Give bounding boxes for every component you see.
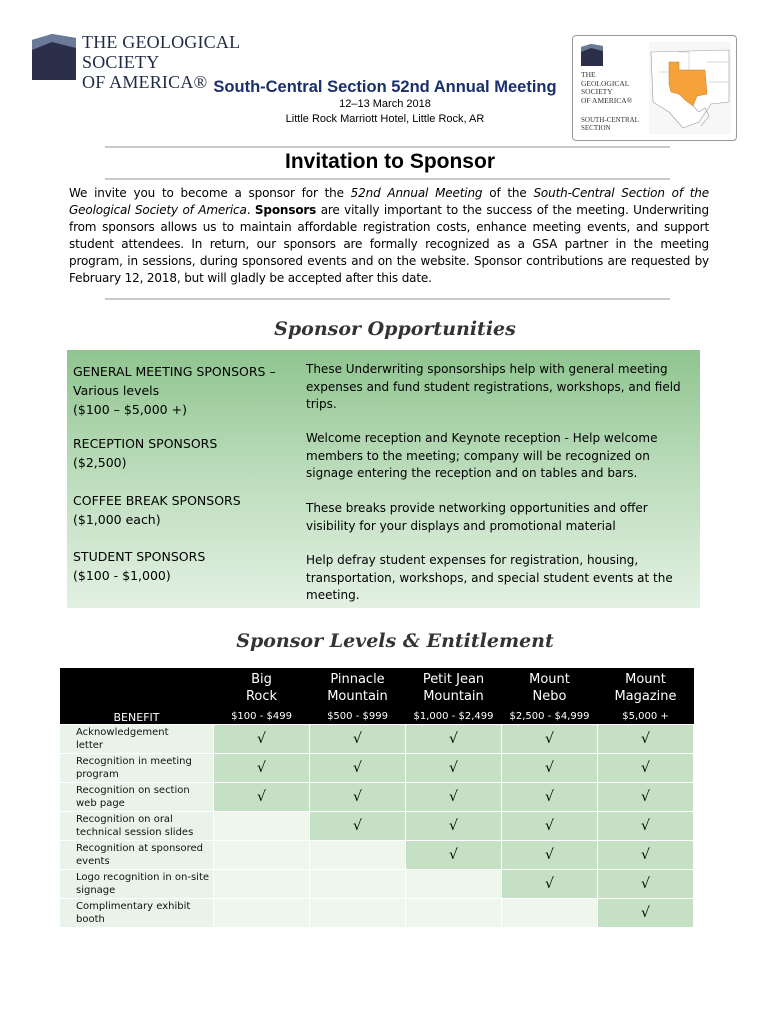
benefit-label: Logo recognition in on-site signage bbox=[60, 870, 214, 899]
opportunity-description: These breaks provide networking opportunities and offer visibility for your displays and promotional material bbox=[306, 501, 648, 533]
check-mark-icon: √ bbox=[502, 754, 598, 783]
opportunity-name: COFFEE BREAK SPONSORS ($1,000 each) bbox=[73, 493, 241, 527]
empty-cell bbox=[406, 870, 502, 899]
level-price: $500 - $999 bbox=[310, 708, 406, 725]
meeting-title: South-Central Section 52nd Annual Meeting bbox=[213, 78, 557, 96]
empty-cell bbox=[310, 870, 406, 899]
benefit-label: Complimentary exhibit booth bbox=[60, 899, 214, 928]
opportunity-description: Help defray student expenses for registration, housing, transportation, workshops, and special student events at the meeting. bbox=[306, 553, 673, 602]
level-header: Big Rock bbox=[214, 668, 310, 708]
opportunities-panel bbox=[67, 350, 700, 608]
table-row bbox=[60, 725, 694, 754]
gsa-logo bbox=[32, 32, 302, 92]
check-mark-icon: √ bbox=[598, 725, 694, 754]
invitation-paragraph: We invite you to become a sponsor for the 52nd Annual Meeting of the South-Central Section of the Geological Society of America. Sponsors are vitally important to the success of the meeting. Underwriting from sponsors allows us to maintain affordable registration costs, enhance meeting events, and support student attendees. In return, our sponsors are formally recognized as a GSA partner in the meeting program, in sessions, during sponsored events and on the website. Sponsor contributions are requested by February 12, 2018, but will gladly be accepted after this date. bbox=[69, 186, 709, 285]
check-mark-icon: √ bbox=[406, 783, 502, 812]
benefit-rows bbox=[60, 725, 694, 928]
table-row bbox=[60, 899, 694, 928]
level-header: Pinnacle Mountain bbox=[310, 668, 406, 708]
check-mark-icon: √ bbox=[406, 754, 502, 783]
check-mark-icon: √ bbox=[598, 754, 694, 783]
table-row bbox=[60, 754, 694, 783]
badge-text: THE GEOLOGICAL SOCIETY OF AMERICA® bbox=[581, 70, 633, 105]
check-mark-icon: √ bbox=[502, 812, 598, 841]
empty-cell bbox=[214, 841, 310, 870]
level-price: $1,000 - $2,499 bbox=[406, 708, 502, 725]
empty-cell bbox=[502, 899, 598, 928]
empty-cell bbox=[310, 841, 406, 870]
table-row bbox=[60, 812, 694, 841]
opportunity-description: Welcome reception and Keynote reception - Help welcome members to the meeting; company will be recognized on signage entering the reception and on tables and bars. bbox=[306, 431, 658, 480]
check-mark-icon: √ bbox=[598, 812, 694, 841]
benefit-label: Recognition on oral technical session slides bbox=[60, 812, 214, 841]
opportunity-name: RECEPTION SPONSORS ($2,500) bbox=[73, 436, 218, 470]
level-header: Mount Magazine bbox=[598, 668, 694, 708]
opportunity-description: These Underwriting sponsorships help with general meeting expenses and fund student registrations, workshops, and field trips. bbox=[306, 362, 681, 411]
check-mark-icon: √ bbox=[598, 870, 694, 899]
check-mark-icon: √ bbox=[598, 899, 694, 928]
level-price: $5,000 + bbox=[598, 708, 694, 725]
empty-cell bbox=[310, 899, 406, 928]
meeting-date: 12–13 March 2018 bbox=[339, 98, 431, 110]
benefit-label: Recognition in meeting program bbox=[60, 754, 214, 783]
check-mark-icon: √ bbox=[310, 725, 406, 754]
org-name-line2: OF AMERICA® bbox=[82, 72, 208, 92]
empty-cell bbox=[214, 899, 310, 928]
meeting-venue: Little Rock Marriott Hotel, Little Rock, AR bbox=[285, 113, 485, 125]
divider bbox=[105, 298, 670, 300]
check-mark-icon: √ bbox=[502, 870, 598, 899]
check-mark-icon: √ bbox=[406, 812, 502, 841]
check-mark-icon: √ bbox=[214, 754, 310, 783]
check-mark-icon: √ bbox=[406, 841, 502, 870]
levels-title: Sponsor Levels & Entitlement bbox=[236, 630, 554, 652]
level-header: Mount Nebo bbox=[502, 668, 598, 708]
opportunity-name: STUDENT SPONSORS ($100 - $1,000) bbox=[73, 549, 206, 583]
check-mark-icon: √ bbox=[214, 783, 310, 812]
gsa-logo-mark-icon bbox=[32, 34, 76, 80]
benefit-label: Recognition at sponsored events bbox=[60, 841, 214, 870]
sponsor-levels-table bbox=[59, 668, 694, 928]
check-mark-icon: √ bbox=[502, 841, 598, 870]
opportunities-title: Sponsor Opportunities bbox=[274, 318, 516, 340]
check-mark-icon: √ bbox=[406, 725, 502, 754]
check-mark-icon: √ bbox=[310, 754, 406, 783]
invitation-title: Invitation to Sponsor bbox=[285, 150, 495, 173]
empty-cell bbox=[406, 899, 502, 928]
benefit-label: Acknowledgement letter bbox=[60, 725, 214, 754]
benefit-label: Recognition on section web page bbox=[60, 783, 214, 812]
empty-cell bbox=[214, 870, 310, 899]
empty-cell bbox=[214, 812, 310, 841]
level-price-row bbox=[60, 708, 694, 725]
table-row bbox=[60, 841, 694, 870]
check-mark-icon: √ bbox=[598, 783, 694, 812]
check-mark-icon: √ bbox=[310, 812, 406, 841]
org-name-line1: THE GEOLOGICAL SOCIETY bbox=[82, 32, 240, 72]
opportunity-name: GENERAL MEETING SPONSORS – Various levels ($100 – $5,000 +) bbox=[73, 364, 276, 417]
table-row bbox=[60, 870, 694, 899]
check-mark-icon: √ bbox=[214, 725, 310, 754]
table-row bbox=[60, 783, 694, 812]
level-name-row bbox=[60, 668, 694, 708]
check-mark-icon: √ bbox=[502, 725, 598, 754]
level-price: $2,500 - $4,999 bbox=[502, 708, 598, 725]
level-header: Petit Jean Mountain bbox=[406, 668, 502, 708]
divider bbox=[105, 178, 670, 180]
check-mark-icon: √ bbox=[502, 783, 598, 812]
check-mark-icon: √ bbox=[598, 841, 694, 870]
check-mark-icon: √ bbox=[310, 783, 406, 812]
benefit-header: BENEFIT bbox=[60, 708, 214, 725]
divider bbox=[105, 146, 670, 148]
gsa-badge-mark-icon bbox=[581, 44, 603, 66]
badge-subtitle: SOUTH-CENTRAL SECTION bbox=[581, 116, 639, 132]
level-price: $100 - $499 bbox=[214, 708, 310, 725]
